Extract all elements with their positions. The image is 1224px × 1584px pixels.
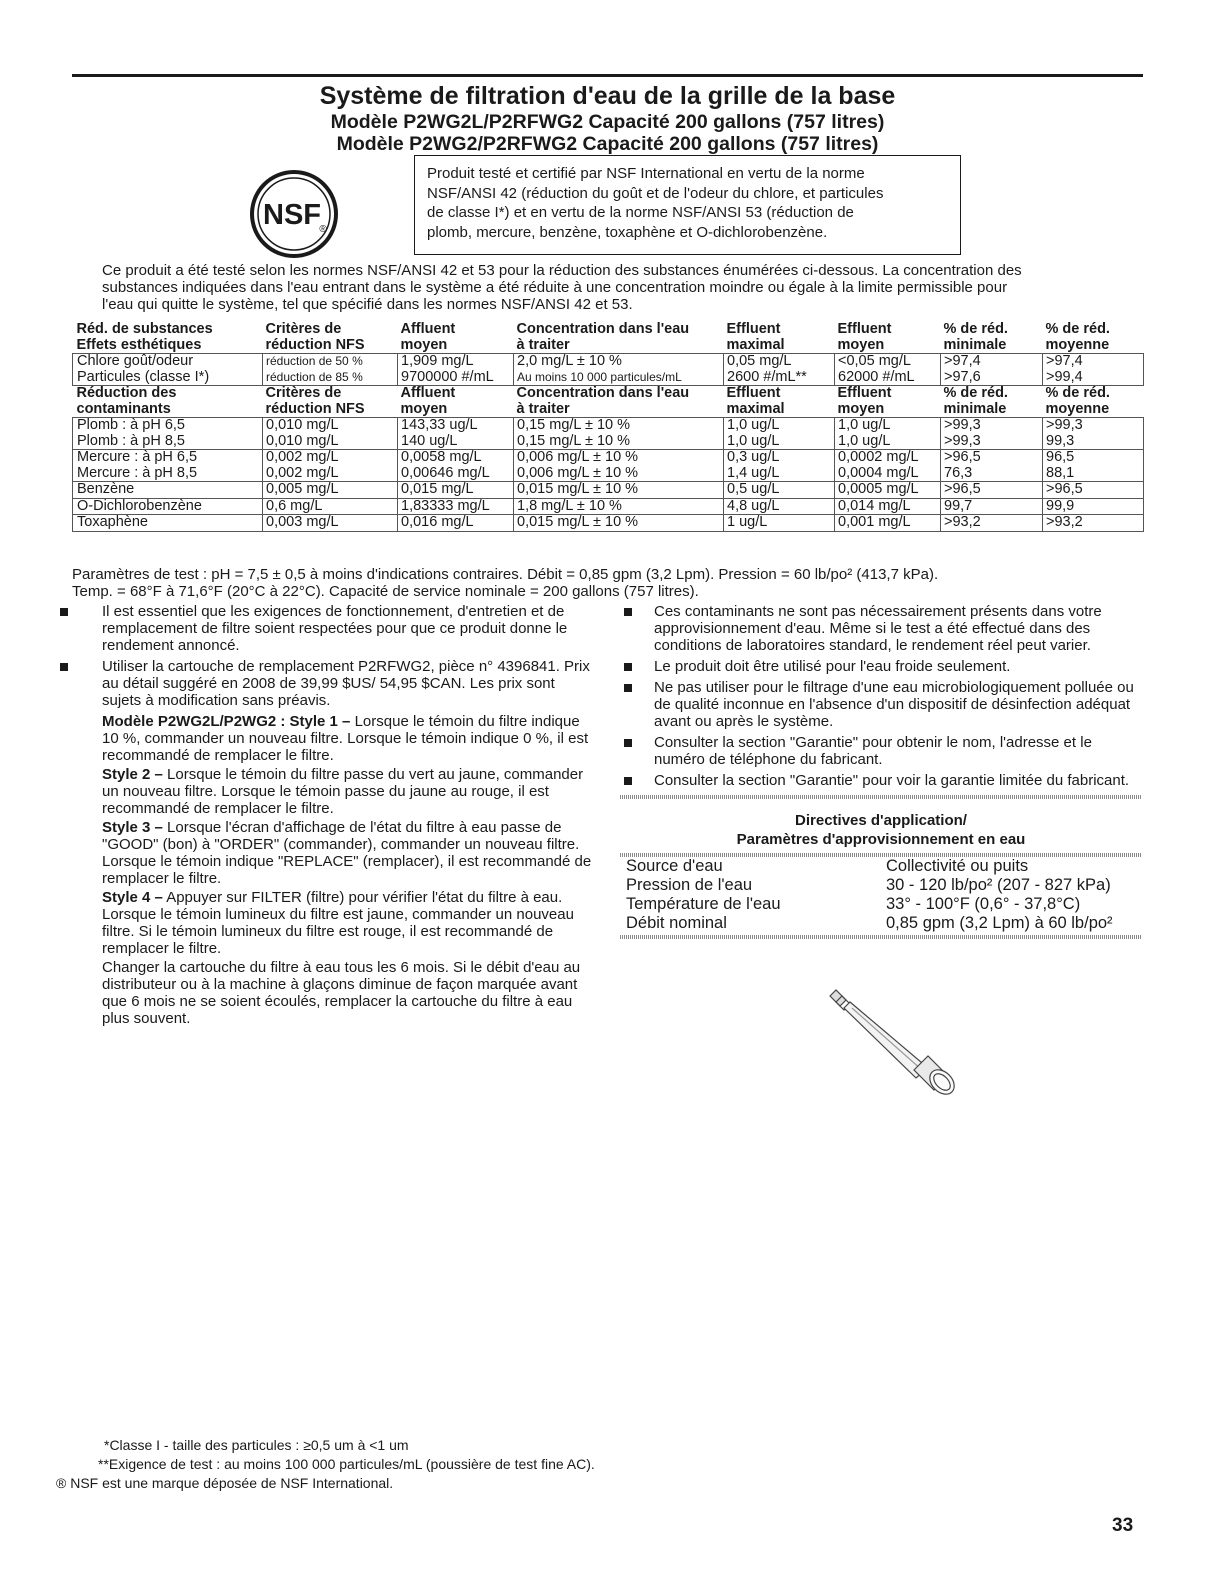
intro-line: l'eau qui quitte le système, tel que spécifié dans les normes NSF/ANSI 42 et 53.	[102, 296, 633, 313]
cell-line: 143,33 ug/L	[401, 417, 478, 433]
bullet-square-icon	[624, 684, 632, 692]
top-rule	[72, 74, 1143, 77]
cell-line: Mercure : à pH 8,5	[77, 464, 198, 481]
cell-line: >97,4	[944, 353, 981, 369]
left-column	[56, 603, 596, 1029]
table-cell	[1043, 418, 1144, 450]
intro-line: substances indiquées dans l'eau entrant dans le système a été réduite à une concentration moindre ou égale à la limite permissible pour	[102, 279, 1008, 296]
style-3-paragraph	[56, 819, 596, 887]
table-cell: >96,5	[941, 482, 1043, 499]
table-cell: O-Dichlorobenzène	[73, 498, 263, 515]
table-cell	[724, 354, 835, 386]
table-cell	[835, 418, 941, 450]
cell-line: Plomb : à pH 8,5	[77, 432, 185, 449]
model-line-2: Modèle P2WG2/P2RFWG2 Capacité 200 gallons (757 litres)	[336, 133, 879, 155]
cell-line: >99,3	[1046, 417, 1083, 433]
table-cell	[1043, 450, 1144, 482]
style-1-paragraph	[56, 713, 596, 764]
change-filter-paragraph: Changer la cartouche du filtre à eau tous les 6 mois. Si le débit d'eau au distributeur ou à la machine à glaçons diminue de façon marquée avant que 6 mois ne se soient écoulés, remplacer la cartouche du filtre à eau plus souvent.	[102, 959, 581, 1027]
table-cell: >93,2	[1043, 515, 1144, 532]
header-line: minimale	[943, 400, 1007, 417]
table-header-cell	[73, 322, 263, 354]
cell-line: 2,0 mg/L ± 10 %	[517, 353, 622, 369]
table-header-row	[73, 322, 1144, 354]
cell-line: >99,3	[944, 417, 981, 433]
table-cell: Benzène	[73, 482, 263, 499]
right-column	[620, 603, 1142, 939]
table-cell	[835, 354, 941, 386]
style-1-text: Lorsque le témoin du filtre indique 10 %, commander un nouveau filtre. Lorsque le témoin indique 0 %, il est recommandé de remplacer le filtre.	[102, 713, 589, 764]
cell-line: 1,909 mg/L	[401, 353, 474, 369]
cell-line: 0,15 mg/L ± 10 %	[517, 417, 631, 433]
cell-line: 1,0 ug/L	[838, 432, 891, 449]
table-header-cell	[514, 322, 724, 354]
header-line: moyen	[400, 400, 448, 417]
style-4-paragraph	[56, 889, 596, 957]
parameter-value: 33° - 100°F (0,6° - 37,8°C)	[886, 895, 1081, 913]
style-3-label: Style 3 –	[102, 819, 163, 836]
cell-line: réduction de 50 %	[266, 354, 363, 368]
list-item-text: Il est essentiel que les exigences de fonctionnement, d'entretien et de remplacement de filtre soient respectées pour que ce produit donne le rendement annoncé.	[102, 603, 568, 654]
header-line: Réd. de substances	[76, 322, 213, 337]
intro-line: Ce produit a été testé selon les normes NSF/ANSI 42 et 53 pour la réduction des substances énumérées ci-dessous. La concentration des	[102, 262, 1022, 279]
header-line: réduction NFS	[265, 400, 365, 417]
header-line: % de réd.	[943, 322, 1008, 337]
table-row	[620, 857, 1142, 876]
nsf-certification-box	[414, 155, 961, 255]
bullet-square-icon	[60, 663, 68, 671]
table-cell	[941, 450, 1043, 482]
header-line: Réduction des	[76, 385, 177, 401]
cell-line: 1,0 ug/L	[838, 417, 891, 433]
table-cell: 0,6 mg/L	[263, 498, 398, 515]
cell-line: réduction de 85 %	[266, 369, 363, 384]
table-header-cell	[724, 386, 835, 418]
footnote-test-requirement: **Exigence de test : au moins 100 000 particules/mL (poussière de test fine AC).	[98, 1456, 595, 1472]
list-item-text: Ces contaminants ne sont pas nécessairement présents dans votre approvisionnement d'eau. Même si le test a été effectué dans des conditions de laboratoires standard, le rendement réel peut varier.	[654, 603, 1102, 654]
table-cell	[941, 418, 1043, 450]
header-line: maximal	[726, 336, 785, 353]
table-cell: 0,015 mg/L ± 10 %	[514, 515, 724, 532]
table-cell	[263, 450, 398, 482]
table-cell: 99,9	[1043, 498, 1144, 515]
table-header-cell	[941, 386, 1043, 418]
table-cell: 0,014 mg/L	[835, 498, 941, 515]
table-row	[73, 482, 1144, 499]
water-filter-cartridge-icon	[816, 986, 966, 1096]
parameter-label: Débit nominal	[626, 914, 727, 932]
cell-line: >96,5	[944, 449, 981, 465]
style-4-text: Appuyer sur FILTER (filtre) pour vérifier l'état du filtre à eau. Lorsque le témoin lumineux du filtre est jaune, commander un nouveau filtre. Si le témoin lumineux du filtre est rouge, il est recommandé de remplacer le filtre.	[102, 889, 574, 957]
table-header-cell	[73, 386, 263, 418]
cell-line: 88,1	[1046, 464, 1075, 481]
table-cell: 1,83333 mg/L	[398, 498, 514, 515]
table-cell	[263, 354, 398, 386]
cell-line: 62000 #/mL	[838, 368, 915, 385]
table-row	[73, 515, 1144, 532]
header-line: Critères de	[265, 385, 342, 401]
cell-line: 0,0002 mg/L	[838, 449, 919, 465]
list-item	[620, 734, 1142, 768]
parameter-label: Pression de l'eau	[626, 876, 753, 894]
table-header-cell	[835, 322, 941, 354]
cell-line: 0,05 mg/L	[727, 353, 792, 369]
table-cell	[263, 418, 398, 450]
cell-line: 99,3	[1046, 432, 1075, 449]
model-line-1: Modèle P2WG2L/P2RFWG2 Capacité 200 gallons (757 litres)	[330, 111, 885, 133]
list-item	[620, 658, 1142, 675]
table-header-cell	[724, 322, 835, 354]
header-line: moyen	[837, 400, 885, 417]
bullet-square-icon	[624, 608, 632, 616]
table-cell	[398, 418, 514, 450]
table-cell: 0,5 ug/L	[724, 482, 835, 499]
cell-line: 0,006 mg/L ± 10 %	[517, 464, 639, 481]
table-row	[73, 450, 1144, 482]
table-cell	[514, 354, 724, 386]
table-header-cell	[398, 322, 514, 354]
table-cell	[514, 418, 724, 450]
table-cell: 0,015 mg/L ± 10 %	[514, 482, 724, 499]
header-line: à traiter	[516, 336, 570, 353]
header-line: Effets esthétiques	[76, 336, 202, 353]
title-block	[72, 82, 1143, 155]
cell-line: 140 ug/L	[401, 432, 458, 449]
table-cell: 0,001 mg/L	[835, 515, 941, 532]
table-cell	[73, 354, 263, 386]
nsf-logo-reg: ®	[319, 224, 327, 235]
nsf-box-line: NSF/ANSI 42 (réduction du goût et de l'odeur du chlore, et particules	[427, 184, 884, 202]
header-line: % de réd.	[943, 385, 1008, 401]
water-supply-parameters-title: Paramètres d'approvisionnement en eau	[736, 831, 1026, 848]
header-line: réduction NFS	[265, 336, 365, 353]
table-cell: 0,003 mg/L	[263, 515, 398, 532]
cell-line: 0,3 ug/L	[727, 449, 780, 465]
table-row	[73, 418, 1144, 450]
test-parameters	[72, 566, 1143, 600]
bullet-square-icon	[624, 777, 632, 785]
table-header-cell	[941, 322, 1043, 354]
table-cell	[835, 450, 941, 482]
footnotes	[56, 1436, 856, 1493]
header-line: moyenne	[1045, 336, 1110, 353]
cell-line: 0,006 mg/L ± 10 %	[517, 449, 639, 465]
header-line: à traiter	[516, 400, 570, 417]
table-cell: >96,5	[1043, 482, 1144, 499]
cell-line: 0,010 mg/L	[266, 417, 339, 433]
cell-line: 2600 #/mL**	[727, 368, 807, 385]
header-line: % de réd.	[1045, 385, 1110, 401]
cell-line: <0,05 mg/L	[838, 353, 911, 369]
table-cell: 0,016 mg/L	[398, 515, 514, 532]
cell-line: 0,0004 mg/L	[838, 464, 919, 481]
application-parameters-table	[620, 857, 1142, 933]
style-2-text: Lorsque le témoin du filtre passe du vert au jaune, commander un nouveau filtre. Lorsque le témoin passe du jaune au rouge, il est recommandé de remplacer le filtre.	[102, 766, 584, 817]
table-header-cell	[263, 322, 398, 354]
header-line: Concentration dans l'eau	[516, 322, 690, 337]
header-line: moyenne	[1045, 400, 1110, 417]
page-number: 33	[1112, 1515, 1134, 1536]
table-header-cell	[398, 386, 514, 418]
table-cell	[941, 354, 1043, 386]
table-row	[620, 914, 1142, 933]
application-guidelines-title: Directives d'application/	[795, 812, 967, 829]
parameter-value: 30 - 120 lb/po² (207 - 827 kPa)	[886, 876, 1111, 894]
table-cell	[398, 450, 514, 482]
header-line: Effluent	[726, 385, 781, 401]
cell-line: Chlore goût/odeur	[77, 353, 194, 369]
table-row	[73, 354, 1144, 386]
cell-line: 1,0 ug/L	[727, 417, 780, 433]
bullet-square-icon	[624, 663, 632, 671]
header-line: Critères de	[265, 322, 342, 337]
page-title: Système de filtration d'eau de la grille de la base	[319, 82, 896, 110]
header-line: Effluent	[726, 322, 781, 337]
test-parameters-line: Paramètres de test : pH = 7,5 ± 0,5 à moins d'indications contraires. Débit = 0,85 gpm (3,2 Lpm). Pression = 60 lb/po² (413,7 kPa).	[72, 566, 939, 583]
list-item-text: Utiliser la cartouche de remplacement P2RFWG2, pièce n° 4396841. Prix au détail suggéré en 2008 de 39,99 $US/ 54,95 $CAN. Les prix sont sujets à modification sans préavis.	[102, 658, 590, 709]
nsf-box-line: Produit testé et certifié par NSF International en vertu de la norme	[427, 165, 865, 182]
cell-line: Mercure : à pH 6,5	[77, 449, 198, 465]
table-cell: Toxaphène	[73, 515, 263, 532]
table-cell: 0,0005 mg/L	[835, 482, 941, 499]
table-cell: 99,7	[941, 498, 1043, 515]
table-cell	[73, 418, 263, 450]
list-item	[620, 603, 1142, 654]
header-line: Affluent	[400, 385, 456, 401]
table-cell	[398, 354, 514, 386]
divider	[620, 935, 1142, 939]
cell-line: Particules (classe I*)	[77, 368, 210, 385]
cell-line: Au moins 10 000 particules/mL	[517, 369, 682, 384]
test-parameters-line: Temp. = 68°F à 71,6°F (20°C à 22°C). Capacité de service nominale = 200 gallons (757 litres).	[72, 583, 699, 600]
style-1-label: Modèle P2WG2L/P2WG2 : Style 1 –	[102, 713, 351, 730]
table-cell: 4,8 ug/L	[724, 498, 835, 515]
parameter-label: Source d'eau	[626, 857, 723, 875]
cell-line: >97,6	[944, 368, 981, 385]
cell-line: 0,002 mg/L	[266, 464, 339, 481]
table-header-cell	[1043, 386, 1144, 418]
table-row	[620, 876, 1142, 895]
style-2-paragraph	[56, 766, 596, 817]
table-cell: >93,2	[941, 515, 1043, 532]
cell-line: 1,4 ug/L	[727, 464, 780, 481]
nsf-box-line: de classe I*) et en vertu de la norme NSF/ANSI 53 (réduction de	[427, 204, 854, 221]
cell-line: 0,0058 mg/L	[401, 449, 482, 465]
bullet-square-icon	[60, 608, 68, 616]
cell-line: 0,010 mg/L	[266, 432, 339, 449]
table-header-cell	[514, 386, 724, 418]
bullet-square-icon	[624, 739, 632, 747]
table-header-cell	[835, 386, 941, 418]
table-header-row	[73, 386, 1144, 418]
list-item-text: Ne pas utiliser pour le filtrage d'une eau microbiologiquement polluée ou de qualité inconnue en l'absence d'un dispositif de désinfection adéquat avant ou après le système.	[654, 679, 1134, 730]
table-cell: 1,8 mg/L ± 10 %	[514, 498, 724, 515]
list-item	[56, 603, 596, 654]
nsf-logo-icon	[248, 168, 340, 260]
footnote-trademark: ® NSF est une marque déposée de NSF International.	[56, 1475, 394, 1491]
footnote-class-i: *Classe I - taille des particules : ≥0,5 um à <1 um	[104, 1437, 409, 1453]
table-header-cell	[1043, 322, 1144, 354]
cell-line: 0,00646 mg/L	[401, 464, 490, 481]
parameter-label: Température de l'eau	[626, 895, 781, 913]
cell-line: 1,0 ug/L	[727, 432, 780, 449]
header-line: Concentration dans l'eau	[516, 385, 690, 401]
cell-line: 76,3	[944, 464, 973, 481]
list-item	[620, 679, 1142, 730]
cell-line: 0,002 mg/L	[266, 449, 339, 465]
cell-line: 9700000 #/mL	[401, 368, 494, 385]
cell-line: >99,3	[944, 432, 981, 449]
table-row	[73, 498, 1144, 515]
table-header-cell	[263, 386, 398, 418]
header-line: Effluent	[837, 385, 892, 401]
list-item	[56, 658, 596, 709]
nsf-logo-text: NSF	[263, 199, 321, 231]
table-cell: 0,005 mg/L	[263, 482, 398, 499]
list-item-text: Consulter la section "Garantie" pour obtenir le nom, l'adresse et le numéro de téléphone du fabricant.	[654, 734, 1092, 768]
style-3-text: Lorsque l'écran d'affichage de l'état du filtre à eau passe de "GOOD" (bon) à "ORDER" (commander), commander un nouveau filtre. Lorsque le témoin indique "REPLACE" (remplacer), il est recommandé de remplacer le filtre.	[102, 819, 592, 887]
cell-line: >97,4	[1046, 353, 1083, 369]
list-item-text: Le produit doit être utilisé pour l'eau froide seulement.	[654, 658, 1011, 675]
cell-line: Plomb : à pH 6,5	[77, 417, 185, 433]
header-line: Effluent	[837, 322, 892, 337]
style-2-label: Style 2 –	[102, 766, 163, 783]
header-line: Affluent	[400, 322, 456, 337]
list-item	[620, 772, 1142, 789]
header-line: % de réd.	[1045, 322, 1110, 337]
cell-line: >99,4	[1046, 368, 1083, 385]
header-line: contaminants	[76, 400, 171, 417]
table-cell	[724, 418, 835, 450]
cell-line: 0,15 mg/L ± 10 %	[517, 432, 631, 449]
table-cell	[73, 450, 263, 482]
list-item-text: Consulter la section "Garantie" pour voir la garantie limitée du fabricant.	[654, 772, 1130, 789]
table-cell: 1 ug/L	[724, 515, 835, 532]
table-cell	[724, 450, 835, 482]
intro-paragraph	[102, 262, 1142, 313]
nsf-box-line: plomb, mercure, benzène, toxaphène et O-dichlorobenzène.	[427, 223, 828, 241]
style-4-label: Style 4 –	[102, 889, 163, 906]
table-cell	[514, 450, 724, 482]
table-row	[620, 895, 1142, 914]
table-cell	[1043, 354, 1144, 386]
table-cell: 0,015 mg/L	[398, 482, 514, 499]
header-line: moyen	[400, 336, 448, 353]
header-line: maximal	[726, 400, 785, 417]
parameter-value: Collectivité ou puits	[886, 857, 1029, 875]
substance-reduction-table	[72, 322, 1144, 532]
cell-line: 96,5	[1046, 449, 1075, 465]
header-line: moyen	[837, 336, 885, 353]
header-line: minimale	[943, 336, 1007, 353]
parameter-value: 0,85 gpm (3,2 Lpm) à 60 lb/po²	[886, 914, 1113, 932]
